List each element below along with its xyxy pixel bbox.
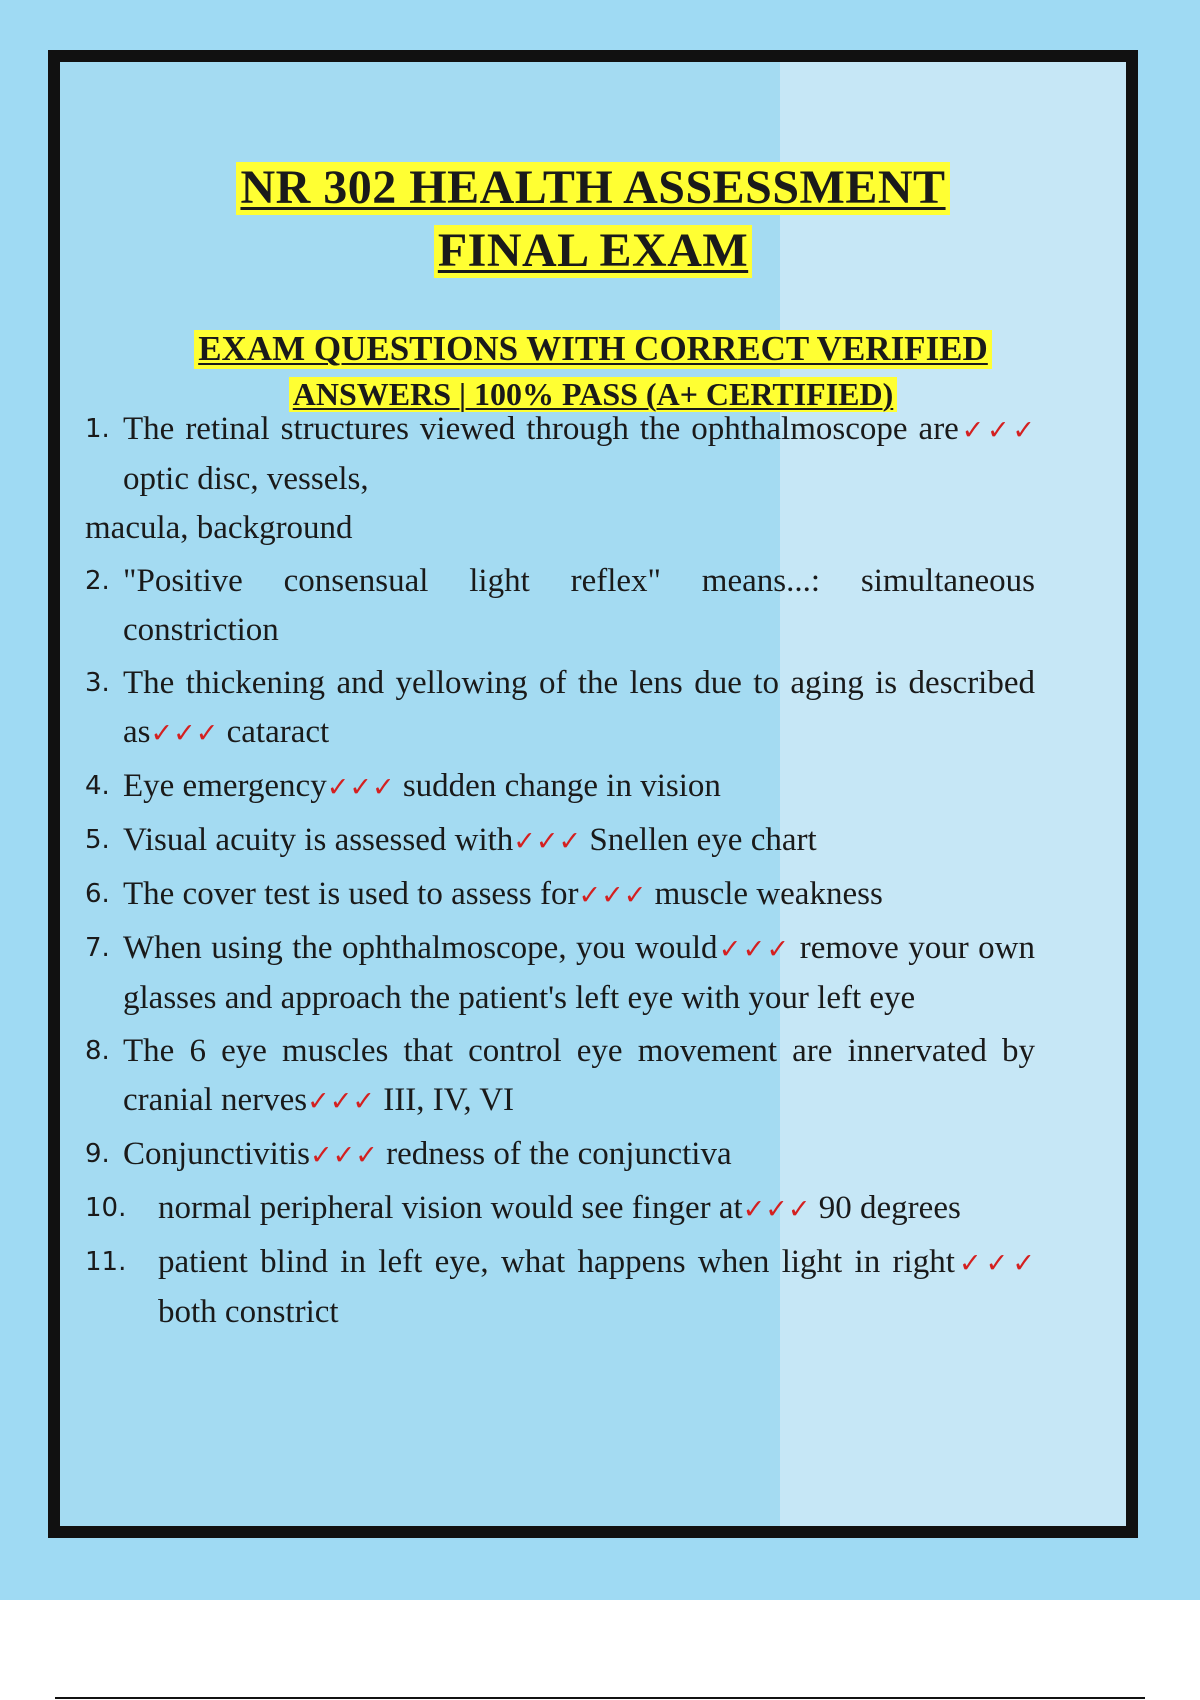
question-number: 9. (85, 1139, 110, 1169)
check-mark-icon: ✓✓✓ (150, 718, 219, 749)
question-text: Visual acuity is assessed with (123, 822, 514, 858)
answer-text: muscle weakness (646, 876, 883, 912)
question-number: 2. (85, 566, 110, 596)
check-mark-icon: ✓✓✓ (954, 1248, 1035, 1279)
question-number: 4. (85, 771, 110, 801)
question-item (85, 816, 1035, 866)
answer-text: 90 degrees (810, 1190, 961, 1226)
question-text: patient blind in left eye, what happens when light in right (158, 1244, 955, 1280)
question-item (85, 924, 1035, 1023)
page-subtitle-line-2: ANSWERS | 100% PASS (A+ CERTIFIED) (289, 377, 898, 412)
page-subtitle: EXAM QUESTIONS WITH CORRECT VERIFIED (194, 330, 992, 369)
question-number: 8. (85, 1036, 110, 1066)
check-mark-icon: ✓✓✓ (958, 415, 1035, 446)
subtitle-block (60, 330, 1126, 412)
answer-text: remove your own glasses and approach the patient's left eye with your left eye (123, 930, 1035, 1016)
title-block (60, 162, 1126, 278)
answer-text: cataract (218, 714, 330, 750)
question-list (85, 405, 1035, 1341)
check-mark-icon: ✓✓✓ (326, 772, 395, 803)
check-mark-icon: ✓✓✓ (578, 880, 647, 911)
page-divider (55, 1697, 1145, 1699)
check-mark-icon: ✓✓✓ (717, 934, 791, 965)
question-item (85, 1238, 1035, 1337)
question-text: The 6 eye muscles that control eye movement are innervated by cranial nerves (123, 1033, 1035, 1118)
question-item (85, 659, 1035, 758)
question-text: When using the ophthalmoscope, you would (123, 930, 718, 966)
page-title-line-2: FINAL EXAM (434, 225, 752, 278)
check-mark-icon: ✓✓✓ (310, 1140, 378, 1171)
answer-text: optic disc, vessels, (123, 461, 369, 497)
question-text: Conjunctivitis (123, 1136, 311, 1172)
question-item (85, 1027, 1035, 1126)
question-text: The retinal structures viewed through the ophthalmoscope are (123, 411, 959, 447)
question-text: "Positive consensual light reflex" means...: simultaneous constriction (123, 563, 1035, 648)
question-number: 10. (85, 1193, 127, 1223)
answer-text: sudden change in vision (394, 768, 721, 804)
question-text: normal peripheral vision would see finger at (158, 1190, 743, 1226)
answer-text: both constrict (158, 1294, 339, 1330)
question-number: 5. (85, 825, 110, 855)
question-number: 7. (85, 933, 110, 963)
question-item (85, 870, 1035, 920)
check-mark-icon: ✓✓✓ (307, 1086, 376, 1117)
answer-text: Snellen eye chart (581, 822, 817, 858)
question-text: The thickening and yellowing of the lens due to aging is described as (123, 665, 1035, 750)
question-item (85, 405, 1035, 553)
check-mark-icon: ✓✓✓ (513, 826, 582, 857)
check-mark-icon: ✓✓✓ (742, 1194, 811, 1225)
answer-text: III, IV, VI (375, 1082, 515, 1118)
question-item (85, 1184, 1035, 1234)
page-title: NR 302 HEALTH ASSESSMENT (236, 162, 949, 215)
question-number: 6. (85, 879, 110, 909)
question-text: Eye emergency (123, 768, 327, 804)
question-item (85, 762, 1035, 812)
answer-continuation: macula, background (85, 510, 353, 546)
answer-text: redness of the conjunctiva (377, 1136, 732, 1172)
question-text: The cover test is used to assess for (123, 876, 579, 912)
question-item (85, 1130, 1035, 1180)
question-number: 11. (85, 1247, 127, 1277)
question-number: 3. (85, 668, 110, 698)
question-item (85, 557, 1035, 655)
question-number: 1. (85, 414, 110, 444)
